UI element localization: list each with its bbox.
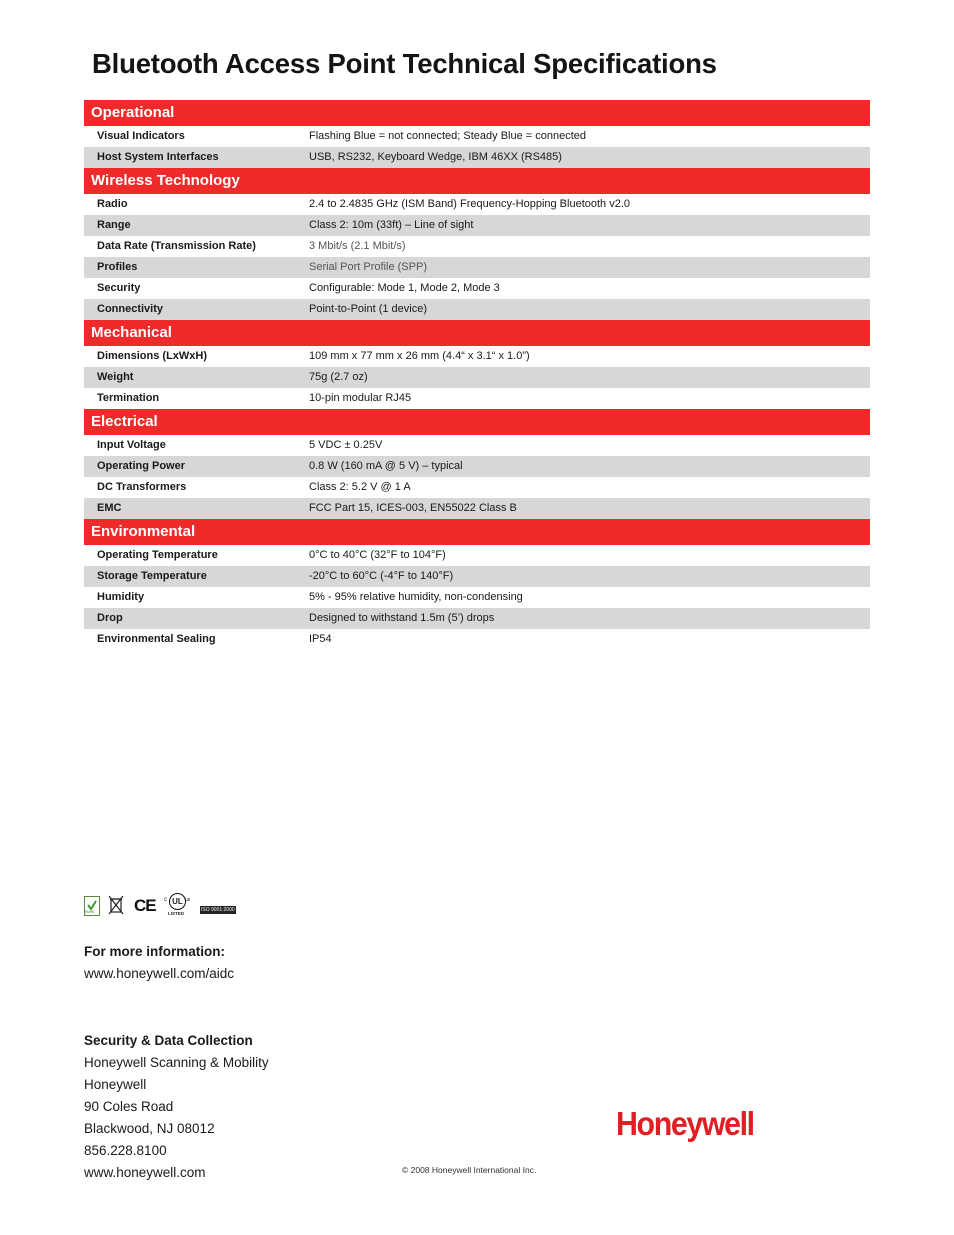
spec-label: Dimensions (LxWxH) (97, 350, 208, 362)
section-header-wireless-technology: Wireless Technology (84, 168, 870, 194)
spec-value: 5 VDC ± 0.25V (309, 439, 383, 451)
spec-value: Configurable: Mode 1, Mode 2, Mode 3 (309, 282, 500, 294)
spec-row (84, 388, 870, 409)
spec-label: Data Rate (Transmission Rate) (97, 240, 256, 252)
contact-line: 856.228.8100 (84, 1143, 167, 1158)
spec-label: Operating Temperature (97, 549, 218, 561)
spec-row (84, 477, 870, 498)
spec-label: Operating Power (97, 460, 186, 472)
spec-row (84, 126, 870, 147)
spec-row (84, 278, 870, 299)
more-info-block (84, 941, 234, 985)
contact-block (84, 1030, 269, 1184)
spec-value: Serial Port Profile (SPP) (309, 261, 427, 273)
section-header-environmental: Environmental (84, 519, 870, 545)
rohs-label: RoHS (85, 910, 95, 914)
spec-label: Connectivity (97, 303, 164, 315)
section-header-operational: Operational (84, 100, 870, 126)
rohs-icon (84, 896, 100, 916)
spec-value: 75g (2.7 oz) (309, 371, 368, 383)
spec-value: 10-pin modular RJ45 (309, 392, 412, 404)
spec-label: Drop (97, 612, 123, 624)
ul-us-mark: us (185, 897, 191, 903)
spec-row (84, 456, 870, 477)
spec-row (84, 566, 870, 587)
iso-9001-icon (200, 906, 236, 914)
iso-9001-label: ISO 9001:2000 (201, 907, 235, 913)
copyright-text: © 2008 Honeywell International Inc. (402, 1165, 537, 1175)
spec-row (84, 545, 870, 566)
contact-line: 90 Coles Road (84, 1099, 174, 1114)
spec-value: -20°C to 60°C (-4°F to 140°F) (309, 570, 454, 582)
spec-label: Storage Temperature (97, 570, 207, 582)
section-header-mechanical: Mechanical (84, 320, 870, 346)
spec-row (84, 215, 870, 236)
contact-line: Blackwood, NJ 08012 (84, 1121, 215, 1136)
spec-row (84, 435, 870, 456)
weee-bin-icon (108, 894, 124, 916)
spec-label: Humidity (97, 591, 145, 603)
spec-label: Visual Indicators (97, 130, 185, 142)
page-title: Bluetooth Access Point Technical Specifications (92, 48, 717, 79)
spec-value: 0°C to 40°C (32°F to 104°F) (309, 549, 446, 561)
contact-heading: Security & Data Collection (84, 1033, 253, 1048)
spec-row (84, 236, 870, 257)
spec-value: Point-to-Point (1 device) (309, 303, 427, 315)
spec-row (84, 367, 870, 388)
certification-logos (84, 892, 244, 922)
spec-label: DC Transformers (97, 481, 187, 493)
spec-value: Flashing Blue = not connected; Steady Blue = connected (309, 130, 587, 142)
ul-listed-label: LISTED (168, 911, 185, 916)
spec-label: Radio (97, 198, 128, 210)
contact-website-link[interactable]: www.honeywell.com (84, 1165, 206, 1180)
honeywell-logo: Honeywell (616, 1105, 754, 1142)
spec-row (84, 147, 870, 168)
more-info-link[interactable]: www.honeywell.com/aidc (84, 966, 235, 981)
spec-value: Class 2: 5.2 V @ 1 A (309, 481, 411, 493)
spec-label: Profiles (97, 261, 138, 273)
spec-label: EMC (97, 502, 122, 514)
spec-label: Termination (97, 392, 160, 404)
contact-line: Honeywell Scanning & Mobility (84, 1055, 269, 1070)
contact-line: Honeywell (84, 1077, 147, 1092)
spec-label: Range (97, 219, 131, 231)
spec-label: Environmental Sealing (97, 633, 216, 645)
spec-label: Security (97, 282, 141, 294)
spec-row (84, 299, 870, 320)
spec-value: USB, RS232, Keyboard Wedge, IBM 46XX (RS485) (309, 151, 562, 163)
spec-row (84, 257, 870, 278)
spec-value: 3 Mbit/s (2.1 Mbit/s) (309, 240, 406, 252)
spec-value: IP54 (309, 633, 332, 645)
ul-listed-icon (164, 892, 192, 920)
ul-c-mark: c (164, 897, 167, 903)
section-header-electrical: Electrical (84, 409, 870, 435)
spec-row (84, 194, 870, 215)
spec-row (84, 498, 870, 519)
ul-mark: UL (169, 893, 186, 910)
spec-label: Input Voltage (97, 439, 166, 451)
spec-value: 109 mm x 77 mm x 26 mm (4.4“ x 3.1“ x 1.0”) (309, 350, 530, 362)
spec-row (84, 608, 870, 629)
spec-row (84, 629, 870, 650)
spec-value: Class 2: 10m (33ft) – Line of sight (309, 219, 474, 231)
spec-row (84, 587, 870, 608)
spec-value: FCC Part 15, ICES-003, EN55022 Class B (309, 502, 517, 514)
spec-value: 5% - 95% relative humidity, non-condensing (309, 591, 523, 603)
more-info-heading: For more information: (84, 944, 225, 959)
spec-value: Designed to withstand 1.5m (5’) drops (309, 612, 495, 624)
spec-value: 2.4 to 2.4835 GHz (ISM Band) Frequency-Hopping Bluetooth v2.0 (309, 198, 631, 210)
spec-label: Host System Interfaces (97, 151, 219, 163)
spec-value: 0.8 W (160 mA @ 5 V) – typical (309, 460, 463, 472)
ce-mark-icon: CE (134, 896, 156, 915)
spec-row (84, 346, 870, 367)
spec-table (84, 100, 870, 650)
spec-label: Weight (97, 371, 134, 383)
